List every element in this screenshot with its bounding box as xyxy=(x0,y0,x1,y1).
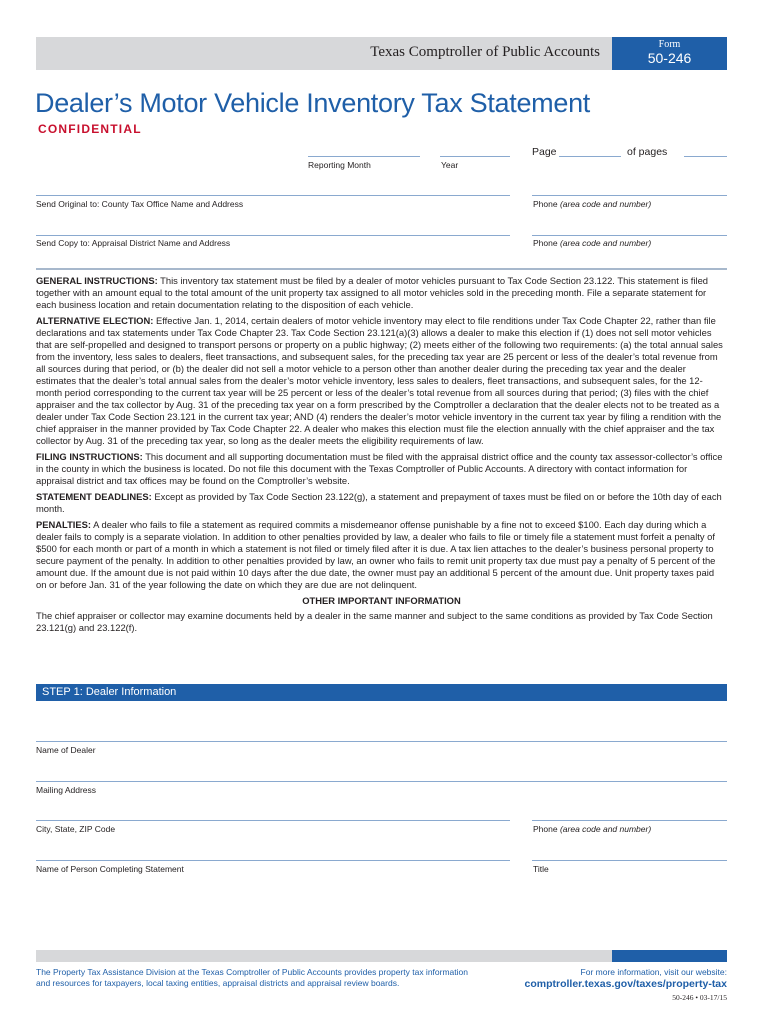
other-info-heading: OTHER IMPORTANT INFORMATION xyxy=(302,595,461,606)
statement-deadlines: STATEMENT DEADLINES: Except as provided by Tax Code Section 23.122(g), a statement and prepayment of taxes must be filed on or before the 10th day of each month. xyxy=(36,491,722,514)
reporting-month-field[interactable] xyxy=(308,156,420,157)
website-link[interactable]: comptroller.texas.gov/taxes/property-tax xyxy=(524,978,727,990)
city-state-zip-field[interactable] xyxy=(36,820,510,821)
other-info-text: The chief appraiser or collector may examine documents held by a dealer in the same manner and subject to the same conditions as provided by Tax Code Section 23.121(g) and 23.122(f). xyxy=(36,610,713,633)
copy-phone-label: Phone (area code and number) xyxy=(533,238,652,248)
divider xyxy=(36,268,727,270)
send-original-label: Send Original to: County Tax Office Name and Address xyxy=(36,199,244,209)
page-title: Dealer’s Motor Vehicle Inventory Tax Statement xyxy=(35,88,590,118)
general-instructions: GENERAL INSTRUCTIONS: This inventory tax statement must be filed by a dealer of motor vehicles pursuant to Tax Code Section 23.122. This statement is filed together with an amount equal to the total amount of the unit property tax assigned to all motor vehicles sold in the preceding month. File a separate statement for each business location and retain documentation relating to the disposition of each vehicle. xyxy=(36,275,709,310)
year-field[interactable] xyxy=(440,156,510,157)
title-field[interactable] xyxy=(532,860,727,861)
form-revision: 50-246 • 03-17/15 xyxy=(672,993,727,1002)
footer-accent xyxy=(612,950,727,962)
dealer-phone-field[interactable] xyxy=(532,820,727,821)
of-pages-field[interactable] xyxy=(684,156,727,157)
header-bar xyxy=(36,37,612,70)
page-label: Page xyxy=(532,146,557,158)
alternative-election: ALTERNATIVE ELECTION: Effective Jan. 1, 2014, certain dealers of motor vehicle inventory may elect to file renditions under Tax Code Chapter 22, rather than file declarations and tax statements under Tax Code Chapter 23. Tax Code Section 23.121(a)(3) allows a dealer to make this election if (1) does not sell motor vehicles that are self-propelled and designed to transport persons or property on a public highway; (2) meets either of the following two requirements: (a) the total annual sales from the inventory, less sales to dealers, fleet transactions, and subsequent sales, for the preceding tax year are 25 percent or less of the dealer’s total revenue from all sources during that period, or (b) the dealer did not sell a motor vehicle to a person other than another dealer during the preceding tax year and the dealer estimates that the dealer’s total annual sales from the dealer’s motor vehicle inventory, less sales to dealers, fleet transactions, and subsequent sales, for the 12-month period corresponding to the current tax year will be 25 percent or less of the dealer’s total revenue from all sources during that period; (3) files with the chief appraiser and the tax collector by Aug. 31 of the preceding tax year on a form prescribed by the Comptroller a declaration that the dealer elects not to be treated as a dealer under Tax Code Section 23.121 in the current tax year; AND (4) renders the dealer’s motor vehicle inventory in the current tax year by filing a rendition with the chief appraiser in the manner provided by Tax Code Chapter 22. A dealer who makes this election must file the election annually with the chief appraiser and the tax collector by Aug. 31 of the preceding tax year, so long as the dealer meets the eligibility requirements of law. xyxy=(36,315,723,446)
title-label: Title xyxy=(533,864,549,874)
filing-instructions: FILING INSTRUCTIONS: This document and all supporting documentation must be filed with the appraisal district office and the county tax assessor-collector’s office in the county in which the business is located. Do not file this document with the Texas Comptroller of Public Accounts. A directory with contact information for appraisal district and tax offices may be found on the Comptroller’s website. xyxy=(36,451,723,486)
dealer-name-field[interactable] xyxy=(36,741,727,742)
step1-header: STEP 1: Dealer Information xyxy=(36,684,727,701)
form-number-box xyxy=(612,37,727,70)
footer-bar xyxy=(36,950,612,962)
year-label: Year xyxy=(441,160,459,170)
footer-description: The Property Tax Assistance Division at the Texas Comptroller of Public Accounts provides property tax information and resources for taxpayers, local taxing entities, appraisal districts and appraisal review boards. xyxy=(36,967,468,988)
mailing-address-label: Mailing Address xyxy=(36,785,97,795)
reporting-month-label: Reporting Month xyxy=(308,160,371,170)
person-completing-field[interactable] xyxy=(36,860,510,861)
form-label: Form xyxy=(658,39,681,50)
agency-name: Texas Comptroller of Public Accounts xyxy=(370,44,600,60)
send-copy-label: Send Copy to: Appraisal District Name and Address xyxy=(36,238,231,248)
original-phone-label: Phone (area code and number) xyxy=(533,199,652,209)
original-phone-field[interactable] xyxy=(532,195,727,196)
copy-phone-field[interactable] xyxy=(532,235,727,236)
send-original-field[interactable] xyxy=(36,195,510,196)
dealer-phone-label: Phone (area code and number) xyxy=(533,824,652,834)
instructions-section xyxy=(36,268,727,638)
form-number: 50-246 xyxy=(647,50,692,66)
footer-contact xyxy=(525,967,728,1002)
dealer-name-label: Name of Dealer xyxy=(36,745,96,755)
confidential-label: CONFIDENTIAL xyxy=(38,122,142,136)
send-copy-field[interactable] xyxy=(36,235,510,236)
person-completing-label: Name of Person Completing Statement xyxy=(36,864,184,874)
of-pages-label: of pages xyxy=(627,146,668,158)
page-field[interactable] xyxy=(559,156,621,157)
more-info-text: For more information, visit our website: xyxy=(580,967,727,977)
penalties: PENALTIES: A dealer who fails to file a statement as required commits a misdemeanor offense punishable by a fine not to exceed $100. Each day during which a dealer fails to comply is a separate violation. In addition to other penalties provided by law, a dealer who fails to file or timely file a statement must forfeit a penalty of $500 for each month or part of a month in which a statement is not filed or timely filed after it is due. A tax lien attaches to the dealer’s business personal property to secure payment of the penalty. In addition to other penalties provided by law, an owner who fails to remit unit property tax due must pay a penalty of 5 percent of the amount due. If the amount due is not paid within 10 days after the due date, the owner must pay an additional 5 percent of the amount due. Unit property taxes paid on or before Jan. 31 of the year following the date on which they are due are not delinquent. xyxy=(36,519,716,590)
city-state-zip-label: City, State, ZIP Code xyxy=(36,824,116,834)
mailing-address-field[interactable] xyxy=(36,781,727,782)
